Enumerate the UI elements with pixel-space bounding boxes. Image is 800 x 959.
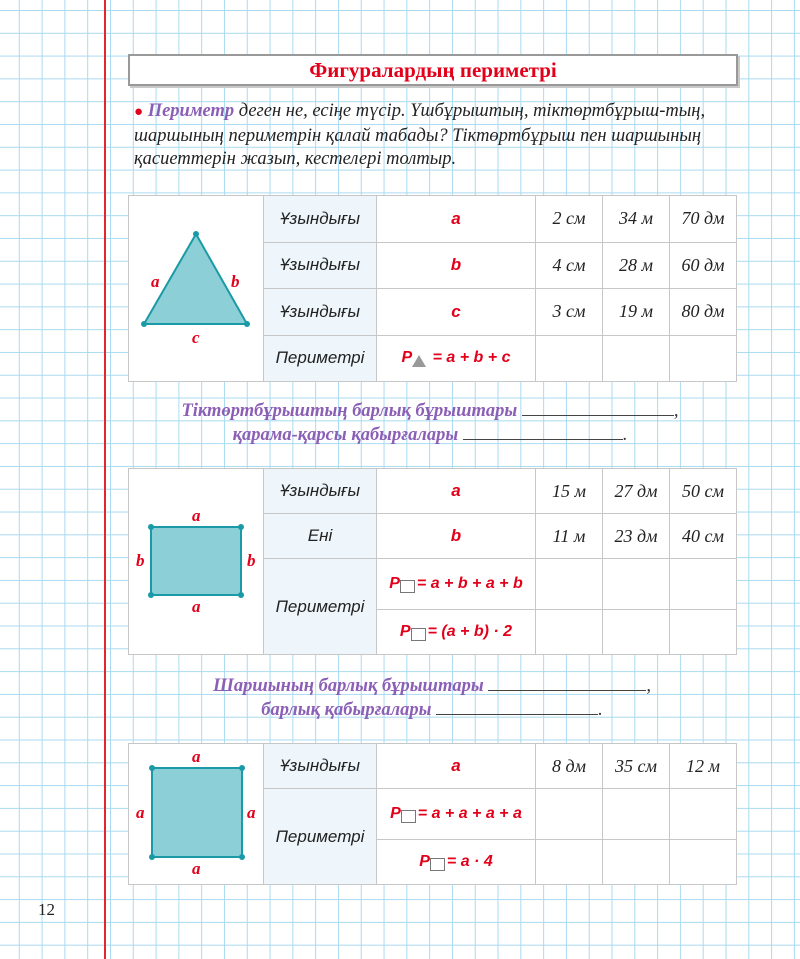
rect-side-left-label: b — [136, 551, 145, 570]
intro-text: деген не, есіңе түсір. Үшбұрыштың, тіктөртбұрыш-тың, шаршының периметрін қалай табады? Тіктөртбұрыш пен шаршының қасиеттерін жазып, кестелері толтыр. — [134, 101, 706, 169]
square-vertex — [239, 765, 245, 771]
intro-paragraph — [134, 100, 734, 172]
value-cell: 60 дм — [670, 242, 737, 289]
empty-cell[interactable] — [536, 789, 603, 840]
square-figure-cell — [129, 744, 264, 885]
value-cell: 28 м — [603, 242, 670, 289]
perimeter-formula — [377, 610, 536, 655]
square-table — [128, 743, 737, 885]
fill-in-blank[interactable] — [488, 690, 646, 691]
empty-cell[interactable] — [670, 789, 737, 840]
triangle-figure-cell — [129, 196, 264, 382]
row-label: Ұзындығы — [264, 289, 377, 336]
bullet-icon: ● — [134, 104, 144, 120]
empty-cell[interactable] — [536, 610, 603, 655]
perimeter-formula — [377, 559, 536, 610]
perimeter-formula — [377, 335, 536, 382]
square-prop-line1: Шаршының барлық бұрыштары — [213, 676, 484, 696]
margin-line — [104, 0, 106, 959]
value-cell: 35 см — [603, 744, 670, 789]
intro-term: Периметр — [147, 101, 235, 121]
rect-side-top-label: a — [192, 506, 201, 525]
triangle-symbol-icon — [412, 355, 426, 367]
formula-p: P — [419, 853, 430, 870]
triangle-table — [128, 195, 737, 382]
rectangle-figure — [129, 469, 263, 649]
punct: , — [673, 401, 679, 421]
row-symbol: b — [377, 242, 536, 289]
triangle-figure — [129, 196, 263, 376]
empty-cell[interactable] — [603, 840, 670, 885]
value-cell: 2 см — [536, 196, 603, 243]
perimeter-label: Периметрі — [264, 559, 377, 655]
perimeter-label: Периметрі — [264, 335, 377, 382]
rect-prop-line1: Тіктөртбұрыштың барлық бұрыштары — [181, 401, 518, 421]
square-side-left-label: a — [136, 803, 145, 822]
value-cell: 80 дм — [670, 289, 737, 336]
rectangle-figure-cell — [129, 469, 264, 655]
rectangle-symbol-icon — [411, 628, 426, 641]
page-title: Фигуралардың периметрі — [128, 54, 738, 86]
rectangle-shape — [151, 527, 241, 595]
fill-in-blank[interactable] — [463, 439, 623, 440]
rect-side-right-label: b — [247, 551, 256, 570]
square-properties — [82, 674, 782, 722]
value-cell: 34 м — [603, 196, 670, 243]
punct: . — [622, 425, 628, 445]
square-figure — [129, 744, 263, 879]
square-vertex — [239, 854, 245, 860]
value-cell: 15 м — [536, 469, 603, 514]
row-symbol: a — [377, 744, 536, 789]
value-cell: 4 см — [536, 242, 603, 289]
value-cell: 50 см — [670, 469, 737, 514]
fill-in-blank[interactable] — [522, 415, 674, 416]
value-cell: 27 дм — [603, 469, 670, 514]
value-cell: 23 дм — [603, 514, 670, 559]
empty-cell[interactable] — [670, 840, 737, 885]
perimeter-label: Периметрі — [264, 789, 377, 885]
value-cell: 11 м — [536, 514, 603, 559]
value-cell: 19 м — [603, 289, 670, 336]
triangle-side-c-label: c — [192, 328, 200, 347]
empty-cell[interactable] — [603, 789, 670, 840]
row-label: Ұзындығы — [264, 242, 377, 289]
row-symbol: c — [377, 289, 536, 336]
fill-in-blank[interactable] — [436, 714, 598, 715]
formula-expression: = a + a + a + a — [417, 805, 522, 822]
square-vertex — [149, 854, 155, 860]
empty-cell[interactable] — [536, 335, 603, 382]
value-cell: 70 дм — [670, 196, 737, 243]
empty-cell[interactable] — [603, 335, 670, 382]
empty-cell[interactable] — [536, 559, 603, 610]
formula-expression: = a + b + a + b — [416, 575, 523, 592]
value-cell: 8 дм — [536, 744, 603, 789]
square-side-bottom-label: a — [192, 859, 201, 878]
formula-expression: = a · 4 — [446, 853, 493, 870]
row-label: Ені — [264, 514, 377, 559]
row-symbol: a — [377, 469, 536, 514]
row-symbol: a — [377, 196, 536, 243]
perimeter-formula — [377, 840, 536, 885]
rect-prop-line2: қарама-қарсы қабырғалары — [232, 425, 459, 445]
rectangle-vertex — [148, 524, 154, 530]
square-prop-line2: барлық қабырғалары — [261, 700, 432, 720]
empty-cell[interactable] — [670, 559, 737, 610]
formula-p: P — [399, 623, 411, 640]
rectangle-table — [128, 468, 737, 655]
empty-cell[interactable] — [603, 610, 670, 655]
square-side-top-label: a — [192, 747, 201, 766]
square-symbol-icon — [430, 858, 445, 871]
punct: , — [646, 676, 651, 696]
value-cell: 12 м — [670, 744, 737, 789]
empty-cell[interactable] — [603, 559, 670, 610]
square-symbol-icon — [401, 810, 416, 823]
rectangle-vertex — [148, 592, 154, 598]
row-label: Ұзындығы — [264, 744, 377, 789]
square-vertex — [149, 765, 155, 771]
row-label: Ұзындығы — [264, 196, 377, 243]
page-number: 12 — [38, 900, 55, 919]
triangle-side-b-label: b — [231, 272, 240, 291]
formula-expression: = (a + b) · 2 — [427, 623, 513, 640]
perimeter-formula — [377, 789, 536, 840]
formula-p: P — [401, 349, 413, 367]
triangle-vertex — [141, 321, 147, 327]
punct: . — [598, 700, 603, 720]
formula-p: P — [389, 575, 400, 592]
row-symbol: b — [377, 514, 536, 559]
square-side-right-label: a — [247, 803, 256, 822]
triangle-side-a-label: a — [151, 272, 160, 291]
empty-cell[interactable] — [536, 840, 603, 885]
rect-side-bottom-label: a — [192, 597, 201, 616]
triangle-vertex — [244, 321, 250, 327]
empty-cell[interactable] — [670, 335, 737, 382]
value-cell: 3 см — [536, 289, 603, 336]
formula-p: P — [390, 805, 401, 822]
rectangle-symbol-icon — [400, 580, 415, 593]
square-shape — [152, 768, 242, 857]
rect-properties — [80, 399, 780, 447]
rectangle-vertex — [238, 592, 244, 598]
value-cell: 40 см — [670, 514, 737, 559]
triangle-vertex — [193, 231, 199, 237]
empty-cell[interactable] — [670, 610, 737, 655]
row-label: Ұзындығы — [264, 469, 377, 514]
rectangle-vertex — [238, 524, 244, 530]
formula-expression: = a + b + c — [428, 349, 511, 367]
